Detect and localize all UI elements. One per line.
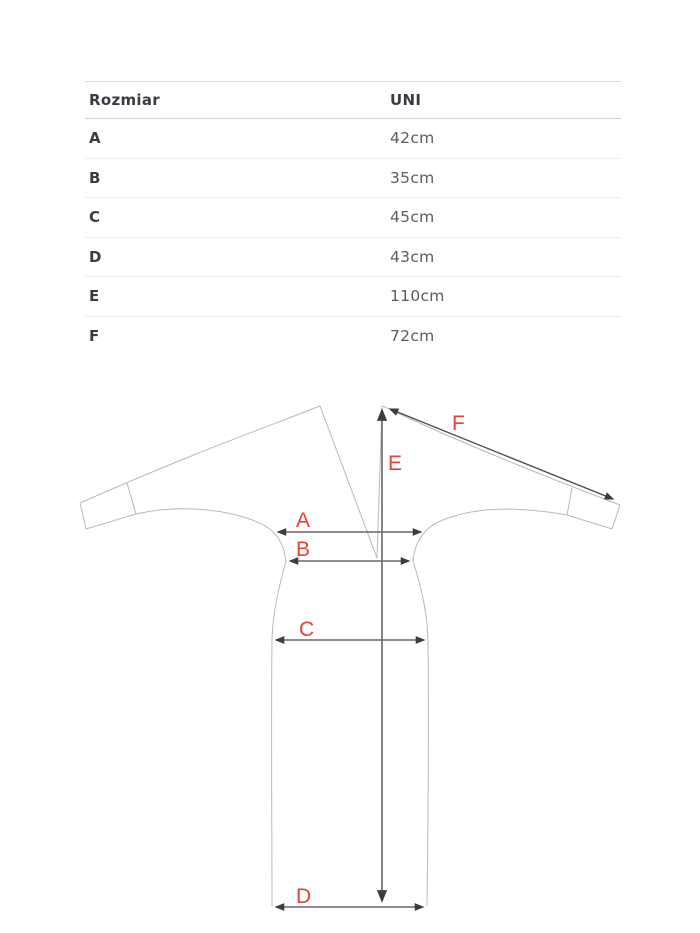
measure-label-b: B	[296, 538, 311, 561]
dress-outline	[80, 406, 620, 906]
measurement-labels	[296, 412, 465, 908]
measure-arrow-f-sleeve	[390, 409, 613, 499]
size-label-cell: E	[89, 287, 100, 306]
size-value-cell: 110cm	[390, 287, 445, 306]
measure-label-c: C	[299, 618, 315, 641]
measure-label-e: E	[388, 452, 403, 475]
size-value-cell: 45cm	[390, 208, 435, 227]
header-cell-uni: UNI	[390, 91, 422, 109]
size-label-cell: F	[89, 326, 100, 345]
measurement-arrows	[276, 409, 613, 907]
right-sleeve-bottom-and-body	[413, 509, 567, 906]
size-value-cell: 72cm	[390, 326, 435, 345]
size-label-cell: A	[89, 129, 101, 148]
right-cuff	[567, 488, 620, 529]
size-label-cell: C	[89, 208, 101, 227]
header-cell-rozmiar: Rozmiar	[89, 91, 160, 109]
left-cuff	[80, 483, 136, 529]
measure-label-f: F	[452, 412, 465, 435]
size-value-cell: 42cm	[390, 129, 435, 148]
left-sleeve-top-edge	[80, 406, 320, 503]
size-label-cell: D	[89, 247, 102, 266]
neckline-left-edge	[320, 406, 377, 558]
size-label-cell: B	[89, 168, 101, 187]
measure-label-a: A	[296, 509, 311, 532]
left-sleeve-bottom-and-body	[136, 509, 286, 906]
measure-label-d: D	[296, 885, 312, 908]
size-value-cell: 43cm	[390, 247, 435, 266]
size-value-cell: 35cm	[390, 168, 435, 187]
